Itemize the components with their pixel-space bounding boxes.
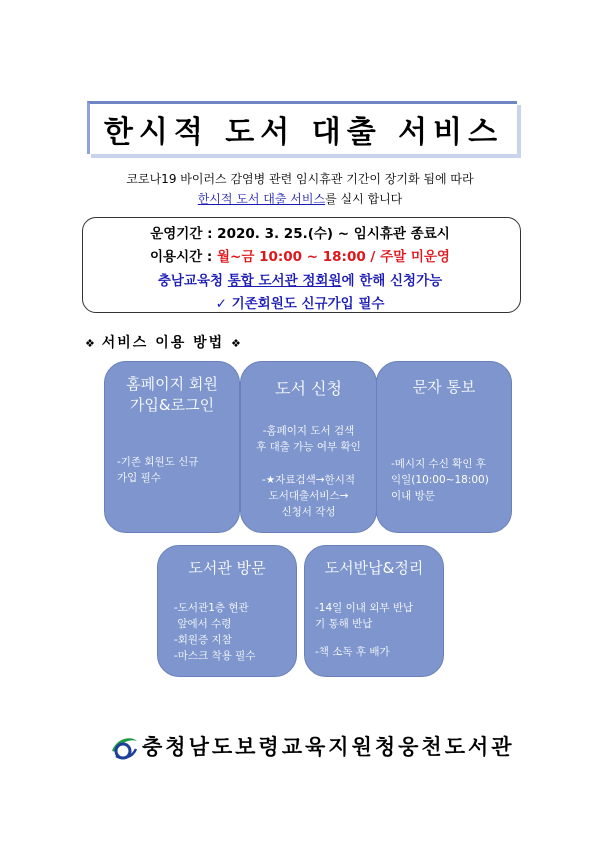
eligibility-c: 에 한해 신청가능 (341, 273, 443, 289)
operation-period-label: 운영기간 : (150, 226, 218, 242)
page-title: 한시적 도서 대출 서비스 (103, 115, 504, 150)
chungnam-education-logo-icon (108, 731, 140, 761)
intro-highlight: 한시적 도서 대출 서비스 (197, 192, 326, 206)
operation-period-value: 2020. 3. 25.(수) ~ 임시휴관 종료시 (217, 226, 450, 242)
operation-hours (0, 245, 600, 265)
eligibility-a: 충남교육청 (157, 273, 228, 289)
step-desc-2: -★자료검색→한시적 도서대출서비스→ 신청서 작성 (261, 474, 355, 518)
step-title-line2: 가입&로그인 (129, 396, 215, 414)
step-desc-1: -홈페이지 도서 검색 후 대출 가능 여부 확인 (256, 425, 361, 453)
intro-line-1: 코로나19 바이러스 감염병 관련 임시휴관 기간이 장기화 됨에 따라 (126, 172, 474, 186)
step-card-sms (376, 361, 512, 533)
diamond-icon: ❖ (85, 337, 95, 350)
step-title-line1: 도서 신청 (275, 379, 342, 398)
eligibility (0, 269, 600, 289)
step-desc-1: -14일 이내 외부 반납 기 통해 반납 (315, 602, 414, 630)
step-title-line1: 문자 통보 (412, 378, 476, 396)
eligibility-b: 통합 도서관 정회원 (227, 273, 342, 289)
footer (108, 728, 515, 764)
organization-name: 충청남도보령교육지원청웅천도서관 (142, 735, 515, 759)
step-title-line1: 도서관 방문 (188, 559, 266, 577)
signup-notice (0, 292, 600, 312)
diamond-icon: ❖ (231, 337, 241, 350)
step-desc: -메시지 수신 확인 후 익일(10:00~18:00) 이내 방문 (391, 458, 489, 502)
step-desc: -도서관1층 현관 앞에서 수령 -회원증 지참 -마스크 착용 필수 (174, 602, 256, 662)
operation-period (0, 222, 600, 242)
step-card-visit (157, 545, 297, 677)
step-desc: -기존 회원도 신규 가입 필수 (117, 456, 199, 484)
section-title-text: 서비스 이용 방법 (101, 335, 225, 351)
operation-hours-value: 월~금 10:00 ~ 18:00 / 주말 미운영 (216, 249, 450, 265)
step-card-request (240, 361, 377, 533)
step-desc-2: -책 소독 후 배가 (315, 646, 390, 658)
step-title-line1: 도서반납&정리 (324, 559, 424, 577)
intro-line-2 (0, 190, 600, 207)
step-title-line1: 홈페이지 회원 (126, 375, 218, 393)
signup-notice-text: 기존회원도 신규가입 필수 (226, 296, 385, 312)
operation-hours-label: 이용시간 : (150, 249, 217, 265)
step-card-return (304, 545, 444, 677)
check-icon: ✓ (215, 296, 227, 312)
intro-line-2-rest: 를 실시 합니다 (325, 192, 403, 206)
title-banner (87, 101, 517, 154)
section-title (85, 332, 241, 352)
step-card-signup (104, 361, 240, 533)
